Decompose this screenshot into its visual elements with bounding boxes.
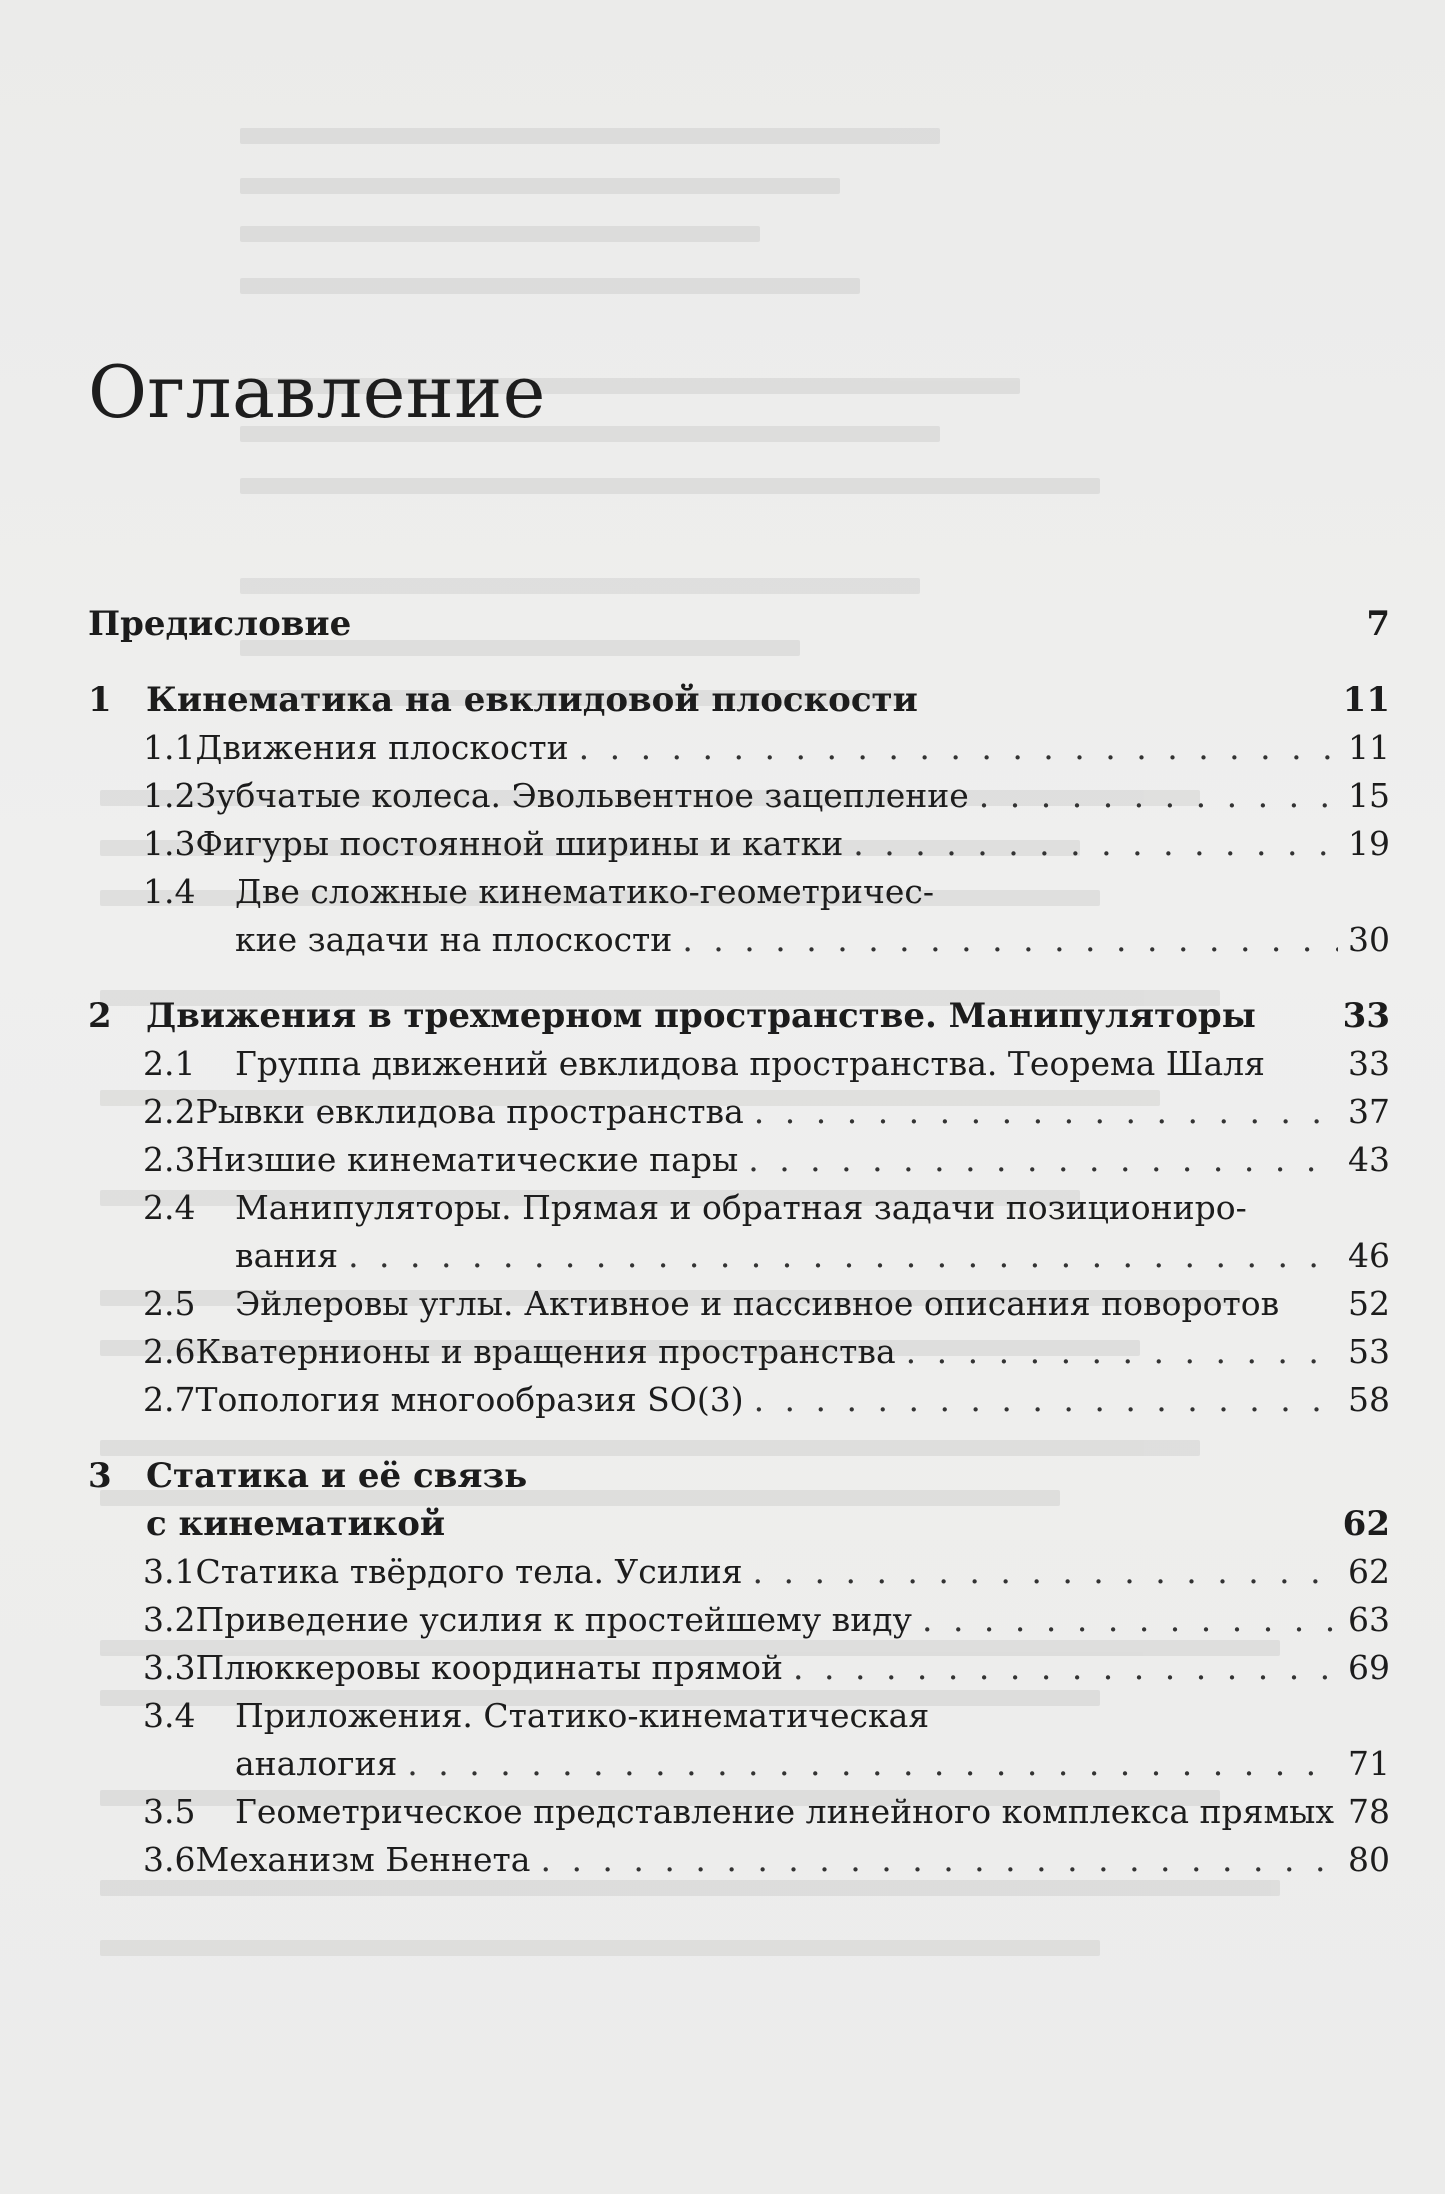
section-title: Приведение усилия к простейшему виду <box>195 1600 912 1639</box>
toc-chapter-2[interactable] <box>88 992 1390 1040</box>
section-title: Статика твёрдого тела. Усилия <box>195 1552 743 1591</box>
toc-section-3-4-cont[interactable] <box>88 1740 1390 1788</box>
section-title: Группа движений евклидова пространства. Теорема Шаля <box>235 1044 1265 1083</box>
leader-dots <box>754 1088 1338 1136</box>
section-number: 1.1 <box>143 728 196 767</box>
toc-page-number: 7 <box>1366 604 1390 644</box>
chapter-title: Статика и её связь <box>146 1456 528 1496</box>
section-number: 3.2 <box>143 1600 196 1639</box>
leader-dots <box>906 1328 1338 1376</box>
toc-page-number: 62 <box>1342 1504 1390 1544</box>
section-number: 2.5 <box>143 1284 196 1323</box>
toc-section-2-4[interactable] <box>88 1184 1390 1232</box>
chapter-number: 3 <box>88 1456 112 1496</box>
toc-section-2-3[interactable] <box>88 1136 1390 1184</box>
section-title: Рывки евклидова пространства <box>195 1092 744 1131</box>
section-number: 2.3 <box>143 1140 196 1179</box>
toc-section-3-5[interactable] <box>88 1788 1390 1836</box>
leader-dots <box>348 1232 1338 1280</box>
toc-page-number: 33 <box>1348 1044 1390 1083</box>
leader-dots <box>540 1836 1338 1884</box>
table-of-contents <box>88 600 1390 1884</box>
chapter-number: 2 <box>88 996 112 1036</box>
toc-section-1-2[interactable] <box>88 772 1390 820</box>
toc-section-2-6[interactable] <box>88 1328 1390 1376</box>
section-number: 1.2 <box>143 776 196 815</box>
toc-entry-preface[interactable] <box>88 600 1390 648</box>
chapter-title: Кинематика на евклидовой плоскости <box>146 680 918 720</box>
section-title: Плюккеровы координаты прямой <box>195 1648 784 1687</box>
toc-page-number: 80 <box>1348 1840 1390 1879</box>
section-number: 2.6 <box>143 1332 196 1371</box>
toc-chapter-3-cont[interactable] <box>88 1500 1390 1548</box>
toc-page-number: 53 <box>1348 1332 1390 1371</box>
chapter-title: Движения в трехмерном пространстве. Манипуляторы <box>146 996 1256 1036</box>
leader-dots <box>579 724 1338 772</box>
toc-section-3-1[interactable] <box>88 1548 1390 1596</box>
toc-page-number: 19 <box>1348 824 1390 863</box>
section-title: Фигуры постоянной ширины и катки <box>195 824 844 863</box>
section-title: Эйлеровы углы. Активное и пассивное описания поворотов <box>235 1284 1280 1323</box>
section-title-continued: кие задачи на плоскости <box>235 920 673 959</box>
toc-page-number: 78 <box>1348 1792 1390 1831</box>
section-title: Кватернионы и вращения пространства <box>195 1332 896 1371</box>
section-number: 2.1 <box>143 1044 196 1083</box>
leader-dots <box>754 1376 1338 1424</box>
toc-section-3-3[interactable] <box>88 1644 1390 1692</box>
leader-dots <box>748 1136 1338 1184</box>
toc-page-number: 11 <box>1348 728 1390 767</box>
section-number: 1.4 <box>143 872 196 911</box>
section-number: 2.4 <box>143 1188 196 1227</box>
chapter-title-continued: с кинематикой <box>146 1504 446 1544</box>
toc-page-number: 46 <box>1348 1236 1390 1275</box>
section-number: 1.3 <box>143 824 196 863</box>
section-number: 2.2 <box>143 1092 196 1131</box>
toc-page-number: 52 <box>1348 1284 1390 1323</box>
section-number: 2.7 <box>143 1380 196 1419</box>
toc-page-number: 43 <box>1348 1140 1390 1179</box>
section-title: Топология многообразия SO(3) <box>195 1380 744 1419</box>
toc-page-number: 69 <box>1348 1648 1390 1687</box>
section-number: 3.1 <box>143 1552 196 1591</box>
section-title: Приложения. Статико-кинематическая <box>235 1696 930 1735</box>
toc-page-number: 58 <box>1348 1380 1390 1419</box>
section-title: Механизм Беннета <box>195 1840 531 1879</box>
toc-section-2-1[interactable] <box>88 1040 1390 1088</box>
toc-section-3-6[interactable] <box>88 1836 1390 1884</box>
toc-chapter-1[interactable] <box>88 676 1390 724</box>
toc-section-1-4[interactable] <box>88 868 1390 916</box>
leader-dots <box>979 772 1338 820</box>
leader-dots <box>407 1740 1338 1788</box>
toc-page-number: 62 <box>1348 1552 1390 1591</box>
chapter-number: 1 <box>88 680 112 720</box>
leader-dots <box>853 820 1338 868</box>
section-title: Низшие кинематические пары <box>195 1140 739 1179</box>
leader-dots <box>793 1644 1338 1692</box>
toc-page-number: 30 <box>1348 920 1390 959</box>
leader-dots <box>753 1548 1338 1596</box>
section-title: Движения плоскости <box>195 728 569 767</box>
toc-section-2-4-cont[interactable] <box>88 1232 1390 1280</box>
toc-section-1-3[interactable] <box>88 820 1390 868</box>
toc-page-number: 11 <box>1342 680 1390 720</box>
section-title: Зубчатые колеса. Эвольвентное зацепление <box>195 776 969 815</box>
toc-section-3-4[interactable] <box>88 1692 1390 1740</box>
toc-section-2-2[interactable] <box>88 1088 1390 1136</box>
section-number: 3.5 <box>143 1792 196 1831</box>
toc-page-number: 37 <box>1348 1092 1390 1131</box>
section-number: 3.6 <box>143 1840 196 1879</box>
leader-dots <box>682 916 1338 964</box>
section-title: Две сложные кинематико-геометричес- <box>235 872 934 911</box>
toc-label: Предисловие <box>88 604 352 644</box>
section-number: 3.4 <box>143 1696 196 1735</box>
toc-section-1-1[interactable] <box>88 724 1390 772</box>
toc-page-number: 63 <box>1348 1600 1390 1639</box>
toc-section-3-2[interactable] <box>88 1596 1390 1644</box>
section-title: Манипуляторы. Прямая и обратная задачи позициониро- <box>235 1188 1247 1227</box>
toc-section-2-7[interactable] <box>88 1376 1390 1424</box>
toc-section-1-4-cont[interactable] <box>88 916 1390 964</box>
section-title-continued: аналогия <box>235 1744 398 1783</box>
page-title: Оглавление <box>88 350 546 434</box>
toc-page-number: 33 <box>1342 996 1390 1036</box>
section-title-continued: вания <box>235 1236 339 1275</box>
toc-page-number: 71 <box>1348 1744 1390 1783</box>
section-title: Геометрическое представление линейного комплекса прямых <box>235 1792 1335 1831</box>
toc-page-number: 15 <box>1348 776 1390 815</box>
leader-dots <box>922 1596 1338 1644</box>
toc-chapter-3[interactable] <box>88 1452 1390 1500</box>
section-number: 3.3 <box>143 1648 196 1687</box>
toc-section-2-5[interactable] <box>88 1280 1390 1328</box>
